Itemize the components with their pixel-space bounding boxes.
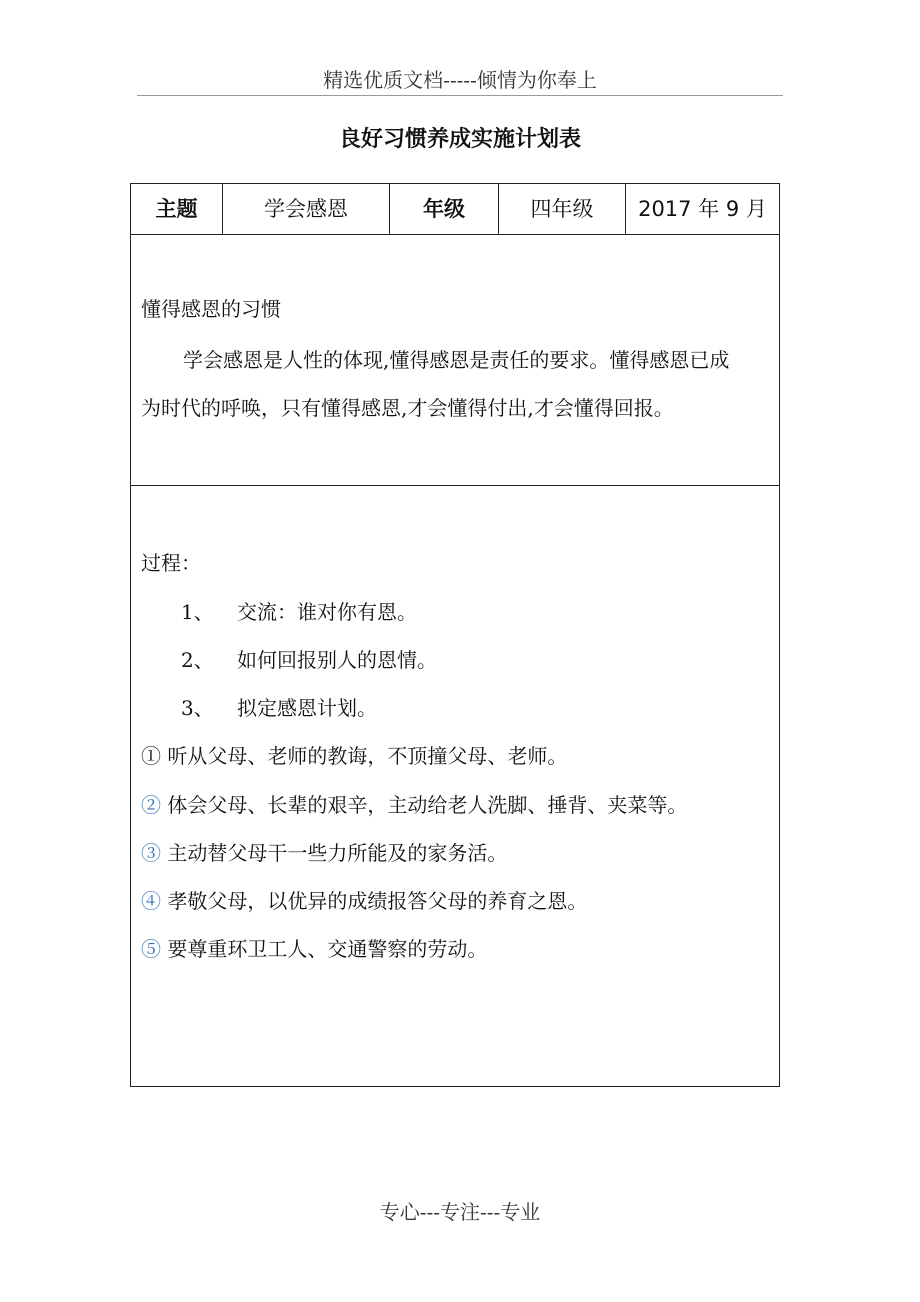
- subject-value: 学会感恩: [223, 184, 390, 234]
- plan-item-4: [141, 885, 587, 914]
- step-text-1: 交流：谁对你有恩。: [237, 600, 417, 624]
- header-divider: [137, 95, 783, 96]
- plan-text-2: 体会父母、长辈的艰辛，主动给老人洗脚、捶背、夹菜等。: [167, 793, 688, 817]
- plan-mark-4: ④: [141, 889, 161, 913]
- plan-item-1: [141, 740, 567, 769]
- info-row: [131, 184, 779, 235]
- step-text-2: 如何回报别人的恩情。: [237, 648, 437, 672]
- plan-mark-1: ①: [141, 744, 161, 768]
- plan-mark-3: ③: [141, 841, 161, 865]
- plan-item-2: [141, 789, 687, 818]
- page-header: 精选优质文档-----倾情为你奉上: [323, 68, 597, 92]
- document-title: 良好习惯养成实施计划表: [338, 127, 581, 152]
- habit-heading: 懂得感恩的习惯: [141, 297, 281, 321]
- habit-line-1: 学会感恩是人性的体现,懂得感恩是责任的要求。懂得感恩已成: [183, 348, 730, 372]
- plan-text-5: 要尊重环卫工人、交通警察的劳动。: [167, 937, 488, 961]
- habit-section: [131, 235, 779, 486]
- habit-line-2: 为时代的呼唤，只有懂得感恩,才会懂得付出,才会懂得回报。: [141, 396, 674, 420]
- grade-value: 四年级: [499, 184, 626, 234]
- date-value: 2017 年 9 月: [638, 197, 767, 221]
- page-footer: 专心---专注---专业: [379, 1200, 541, 1224]
- plan-text-3: 主动替父母干一些力所能及的家务活。: [167, 841, 508, 865]
- step-text-3: 拟定感恩计划。: [237, 696, 377, 720]
- process-heading: 过程：: [141, 551, 201, 575]
- plan-mark-2: ②: [141, 793, 161, 817]
- plan-text-1: 听从父母、老师的教诲，不顶撞父母、老师。: [167, 744, 568, 768]
- subject-label: 主题: [131, 184, 223, 234]
- step-number-2: 2、: [181, 648, 214, 672]
- grade-label: 年级: [390, 184, 499, 234]
- step-number-1: 1、: [181, 600, 214, 624]
- plan-text-4: 孝敬父母，以优异的成绩报答父母的养育之恩。: [167, 889, 588, 913]
- plan-item-3: [141, 837, 507, 866]
- plan-item-5: [141, 933, 487, 962]
- plan-table: [130, 183, 780, 1087]
- plan-mark-5: ⑤: [141, 937, 161, 961]
- step-number-3: 3、: [181, 696, 214, 720]
